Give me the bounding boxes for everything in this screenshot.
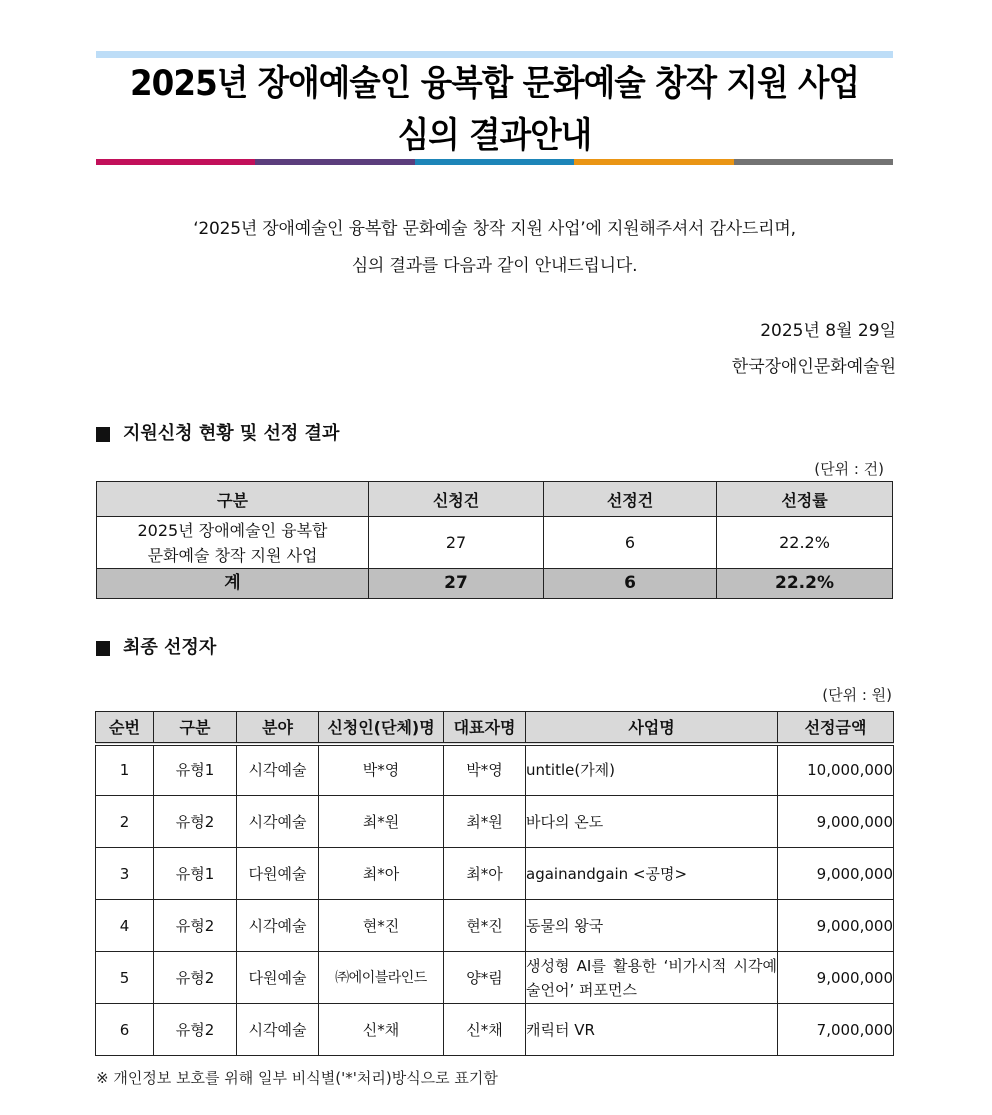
stripe-segment (96, 159, 255, 165)
unit-label: (단위 : 건) (814, 460, 884, 478)
applications-cell: 27 (369, 517, 544, 569)
no-cell: 3 (96, 848, 154, 900)
project-cell: 바다의 온도 (526, 796, 778, 848)
column-header: 선정률 (717, 482, 893, 517)
project-cell: 캐릭터 VR (526, 1004, 778, 1056)
stripe-segment (574, 159, 733, 165)
column-header: 구분 (154, 712, 237, 744)
field-cell: 다원예술 (237, 848, 319, 900)
section-heading-final-selection (96, 636, 216, 660)
column-header: 분야 (237, 712, 319, 744)
document-date: 2025년 8월 29일 (760, 321, 896, 341)
page-subtitle: 심의 결과안내 (397, 116, 592, 156)
table-header-row (96, 712, 894, 744)
category-line2: 문화예술 창작 지원 사업 (147, 545, 318, 565)
table-header-row (97, 482, 893, 517)
stripe-segment (734, 159, 893, 165)
amount-cell: 9,000,000 (778, 952, 894, 1004)
no-cell: 2 (96, 796, 154, 848)
representative-cell: 신*채 (444, 1004, 526, 1056)
color-stripe-bar (96, 159, 893, 165)
column-header: 대표자명 (444, 712, 526, 744)
table-row (96, 744, 894, 796)
total-selected: 6 (544, 569, 717, 599)
column-header: 순번 (96, 712, 154, 744)
stripe-segment (415, 159, 574, 165)
amount-cell: 10,000,000 (778, 744, 894, 796)
type-cell: 유형1 (154, 848, 237, 900)
column-header: 선정금액 (778, 712, 894, 744)
project-cell: 생성형 AI를 활용한 ‘비가시적 시각예술언어’ 퍼포먼스 (526, 952, 778, 1004)
amount-cell: 9,000,000 (778, 900, 894, 952)
project-cell: 동물의 왕국 (526, 900, 778, 952)
top-accent-bar (96, 51, 893, 58)
final-selection-table (95, 711, 894, 1056)
representative-cell: 현*진 (444, 900, 526, 952)
amount-cell: 9,000,000 (778, 796, 894, 848)
representative-cell: 최*원 (444, 796, 526, 848)
column-header: 신청인(단체)명 (319, 712, 444, 744)
total-rate: 22.2% (717, 569, 893, 599)
unit-label: (단위 : 원) (822, 686, 892, 704)
table-row (96, 796, 894, 848)
application-status-table (96, 481, 893, 599)
table-row (96, 900, 894, 952)
no-cell: 4 (96, 900, 154, 952)
table-row (96, 952, 894, 1004)
square-bullet-icon (96, 641, 110, 656)
applicant-cell: 신*채 (319, 1004, 444, 1056)
type-cell: 유형1 (154, 744, 237, 796)
type-cell: 유형2 (154, 1004, 237, 1056)
field-cell: 시각예술 (237, 796, 319, 848)
applicant-cell: ㈜에이블라인드 (319, 952, 444, 1004)
issuing-organization: 한국장애인문화예술원 (731, 357, 896, 377)
applicant-cell: 최*아 (319, 848, 444, 900)
category-cell (97, 517, 369, 569)
no-cell: 1 (96, 744, 154, 796)
amount-cell: 9,000,000 (778, 848, 894, 900)
square-bullet-icon (96, 427, 110, 442)
column-header: 신청건 (369, 482, 544, 517)
applicant-cell: 최*원 (319, 796, 444, 848)
amount-cell: 7,000,000 (778, 1004, 894, 1056)
project-cell: againandgain <공명> (526, 848, 778, 900)
section-heading-application-status (96, 422, 339, 446)
type-cell: 유형2 (154, 952, 237, 1004)
section-heading-text: 최종 선정자 (123, 637, 217, 658)
type-cell: 유형2 (154, 796, 237, 848)
field-cell: 시각예술 (237, 744, 319, 796)
no-cell: 5 (96, 952, 154, 1004)
table-row (96, 1004, 894, 1056)
total-applications: 27 (369, 569, 544, 599)
table-row (96, 848, 894, 900)
column-header: 구분 (97, 482, 369, 517)
privacy-footnote: ※ 개인정보 보호를 위해 일부 비식별('*'처리)방식으로 표기함 (96, 1069, 498, 1087)
field-cell: 시각예술 (237, 900, 319, 952)
representative-cell: 최*아 (444, 848, 526, 900)
representative-cell: 박*영 (444, 744, 526, 796)
column-header: 선정건 (544, 482, 717, 517)
field-cell: 다원예술 (237, 952, 319, 1004)
selected-cell: 6 (544, 517, 717, 569)
total-label: 계 (97, 569, 369, 599)
applicant-cell: 박*영 (319, 744, 444, 796)
page-title: 2025년 장애예술인 융복합 문화예술 창작 지원 사업 (129, 64, 860, 104)
stripe-segment (255, 159, 414, 165)
representative-cell: 양*림 (444, 952, 526, 1004)
project-cell: untitle(가제) (526, 744, 778, 796)
total-row (97, 569, 893, 599)
table-row (97, 517, 893, 569)
rate-cell: 22.2% (717, 517, 893, 569)
field-cell: 시각예술 (237, 1004, 319, 1056)
category-line1: 2025년 장애예술인 융복합 (137, 520, 328, 540)
intro-text-line1: ‘2025년 장애예술인 융복합 문화예술 창작 지원 사업’에 지원해주셔서 감사드리며, (193, 219, 796, 239)
type-cell: 유형2 (154, 900, 237, 952)
no-cell: 6 (96, 1004, 154, 1056)
intro-text-line2: 심의 결과를 다음과 같이 안내드립니다. (351, 256, 638, 276)
column-header: 사업명 (526, 712, 778, 744)
applicant-cell: 현*진 (319, 900, 444, 952)
section-heading-text: 지원신청 현황 및 선정 결과 (123, 423, 340, 444)
